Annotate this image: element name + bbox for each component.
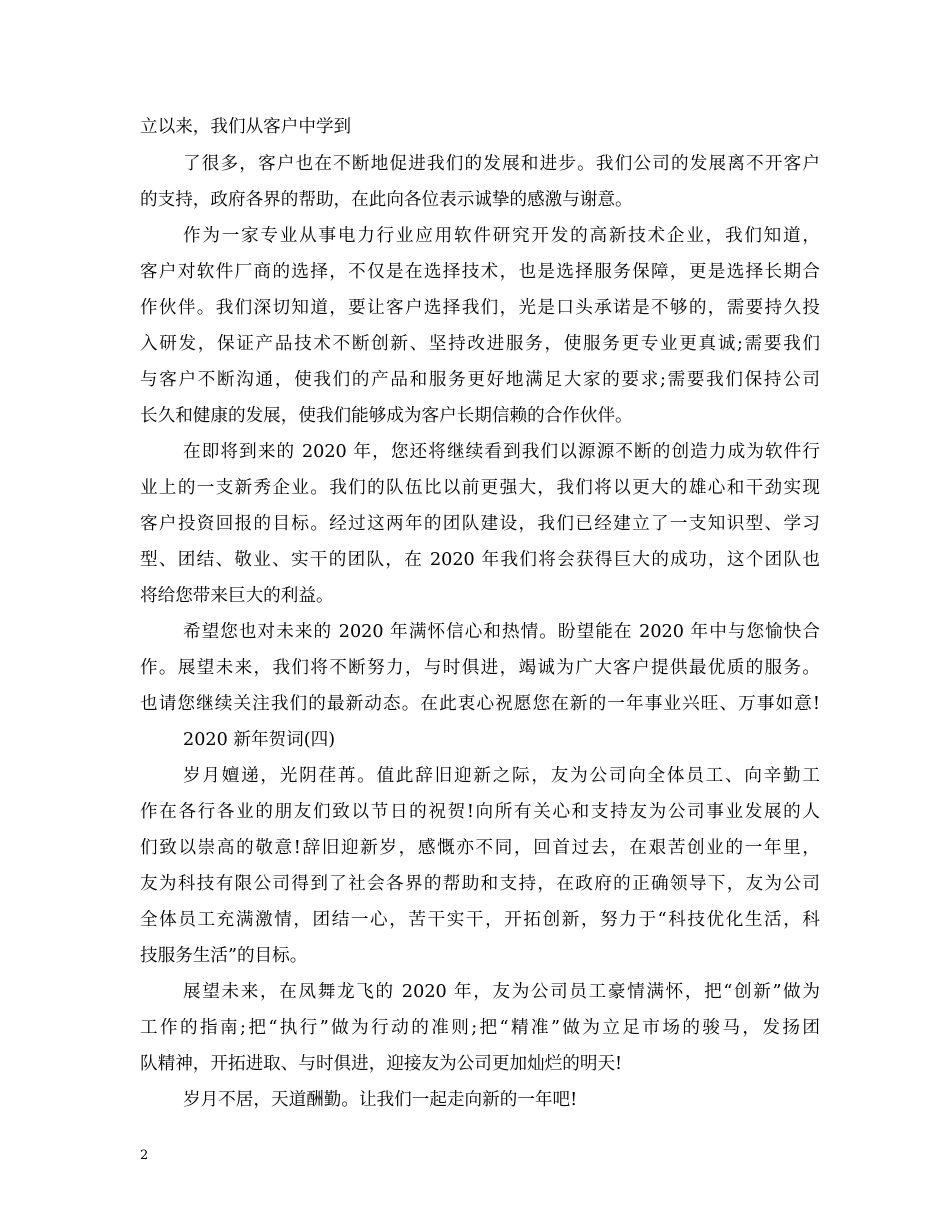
text-line: 希望您也对未来的 2020 年满怀信心和热情。盼望能在 2020 年中与您愉快合	[183, 622, 820, 642]
text-line: 的支持，政府各界的帮助，在此向各位表示诚挚的感激与谢意。	[140, 190, 633, 210]
text-line: 将给您带来巨大的利益。	[140, 586, 334, 606]
text-line: 岁月嬗递，光阴荏苒。值此辞旧迎新之际，友为公司向全体员工、向辛勤工	[183, 766, 820, 786]
text-line: 作在各行各业的朋友们致以节日的祝贺!向所有关心和支持友为公司事业发展的人	[140, 802, 820, 822]
text-line: 型、团结、敬业、实干的团队，在 2020 年我们将会获得巨大的成功，这个团队也	[140, 550, 820, 570]
text-line: 客户对软件厂商的选择，不仅是在选择技术，也是选择服务保障，更是选择长期合	[140, 262, 820, 282]
text-line: 技服务生活”的目标。	[140, 946, 308, 966]
page-number: 2	[140, 1148, 149, 1163]
text-line: 们致以崇高的敬意!辞旧迎新岁，感慨亦不同，回首过去，在艰苦创业的一年里，	[140, 838, 820, 858]
text-line: 也请您继续关注我们的最新动态。在此衷心祝愿您在新的一年事业兴旺、万事如意!	[140, 694, 820, 714]
text-line: 入研发，保证产品技术不断创新、坚持改进服务，使服务更专业更真诚;需要我们	[140, 334, 820, 354]
text-line: 全体员工充满激情，团结一心，苦干实干，开拓创新，努力于“科技优化生活，科	[140, 910, 820, 930]
text-line: 立以来，我们从客户中学到	[140, 117, 352, 137]
text-line: 作伙伴。我们深切知道，要让客户选择我们，光是口头承诺是不够的，需要持久投	[140, 298, 820, 318]
text-line: 展望未来，在凤舞龙飞的 2020 年，友为公司员工豪情满怀，把“创新”做为	[183, 982, 820, 1002]
text-line: 长久和健康的发展，使我们能够成为客户长期信赖的合作伙伴。	[140, 406, 633, 426]
text-line: 了很多，客户也在不断地促进我们的发展和进步。我们公司的发展离不开客户	[183, 154, 820, 174]
text-line: 作为一家专业从事电力行业应用软件研究开发的高新技术企业，我们知道，	[183, 226, 820, 246]
section-heading: 2020 新年贺词(四)	[183, 730, 336, 750]
text-line: 友为科技有限公司得到了社会各界的帮助和支持，在政府的正确领导下，友为公司	[140, 874, 820, 894]
text-line: 在即将到来的 2020 年，您还将继续看到我们以源源不断的创造力成为软件行	[183, 442, 820, 462]
text-line: 岁月不居，天道酬勤。让我们一起走向新的一年吧!	[183, 1090, 578, 1110]
text-line: 作。展望未来，我们将不断努力，与时俱进，竭诚为广大客户提供最优质的服务。	[140, 658, 820, 678]
text-line: 与客户不断沟通，使我们的产品和服务更好地满足大家的要求;需要我们保持公司	[140, 370, 820, 390]
text-line: 工作的指南;把“执行”做为行动的准则;把“精准”做为立足市场的骏马，发扬团	[140, 1018, 820, 1038]
text-line: 客户投资回报的目标。经过这两年的团队建设，我们已经建立了一支知识型、学习	[140, 514, 820, 534]
text-line: 队精神，开拓进取、与时俱进，迎接友为公司更加灿烂的明天!	[140, 1054, 623, 1074]
text-line: 业上的一支新秀企业。我们的队伍比以前更强大，我们将以更大的雄心和干劲实现	[140, 478, 820, 498]
